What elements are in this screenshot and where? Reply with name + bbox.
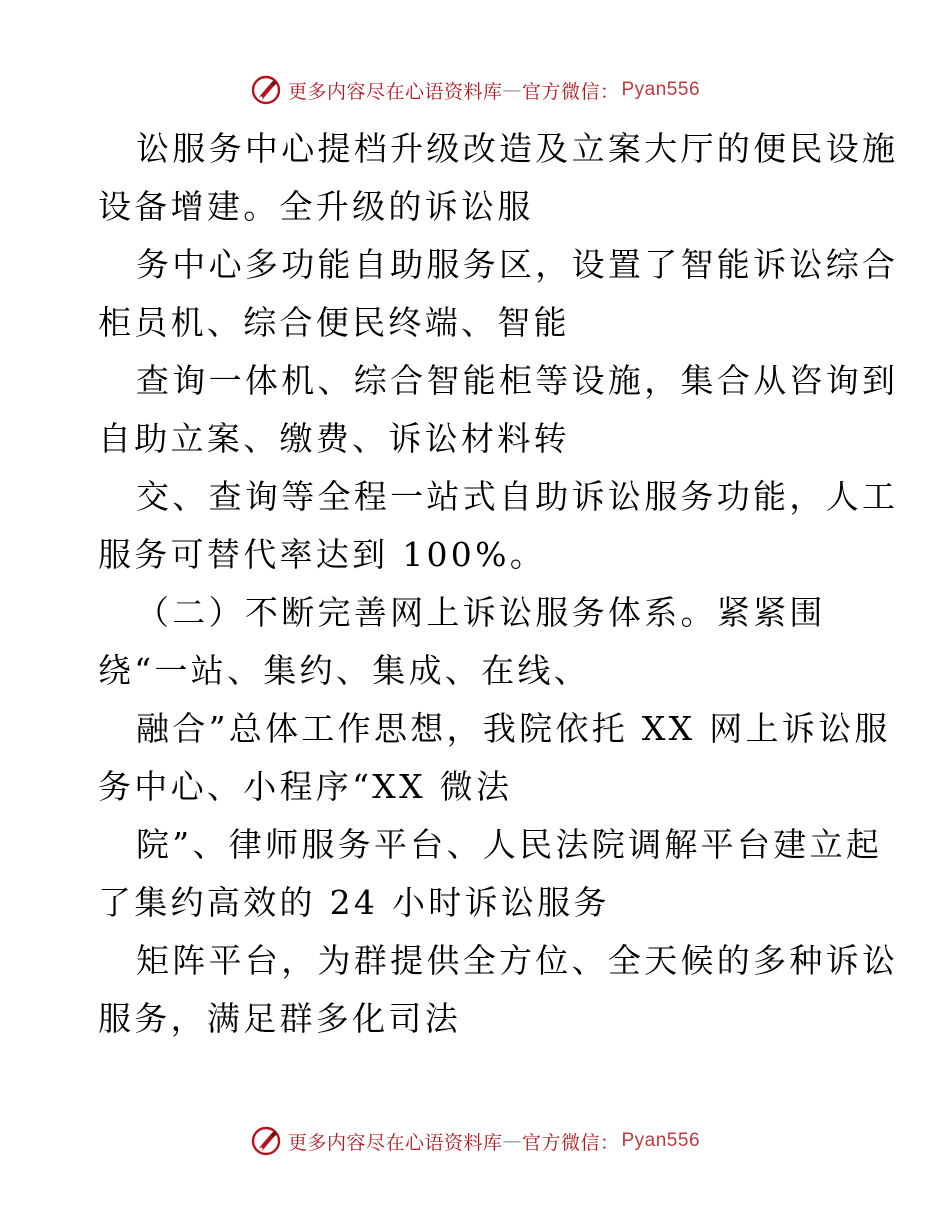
text-line: 交、查询等全程一站式自助诉讼服务功能，人工	[136, 477, 899, 516]
text-line: 矩阵平台，为群提供全方位、全天候的多种诉讼	[136, 941, 899, 980]
text-line: 查询一体机、综合智能柜等设施，集合从咨询到	[136, 361, 899, 400]
text-line: 融合”总体工作思想，我院依托 XX 网上诉讼服	[136, 709, 891, 748]
text-line: 柜员机、综合便民终端、智能	[98, 303, 570, 342]
text-line: 设备增建。全升级的诉讼服	[98, 187, 534, 226]
text-line: 服务可替代率达到 100%。	[98, 535, 547, 574]
pen-logo-icon	[250, 1125, 282, 1157]
text-line: 讼服务中心提档升级改造及立案大厅的便民设施	[136, 129, 899, 168]
header-watermark	[0, 72, 950, 108]
text-line: 务中心多功能自助服务区，设置了智能诉讼综合	[136, 245, 899, 284]
watermark-text: 更多内容尽在心语资料库 — 官方微信： Pyan556	[287, 1130, 701, 1154]
text-line: 务中心、小程序“XX 微法	[98, 767, 513, 806]
text-line: 自助立案、缴费、诉讼材料转	[98, 419, 570, 458]
document-body	[98, 120, 899, 1048]
watermark-text: 更多内容尽在心语资料库 — 官方微信： Pyan556	[287, 79, 701, 103]
text-line: 了集约高效的 24 小时诉讼服务	[98, 883, 610, 922]
footer-watermark	[0, 1123, 950, 1159]
text-line: 服务，满足群多化司法	[98, 999, 461, 1038]
text-line: （二）不断完善网上诉讼服务体系。紧紧围	[136, 593, 826, 632]
text-line: 院”、律师服务平台、人民法院调解平台建立起	[136, 825, 883, 864]
pen-logo-icon	[250, 74, 282, 106]
text-line: 绕“一站、集约、集成、在线、	[98, 651, 591, 690]
